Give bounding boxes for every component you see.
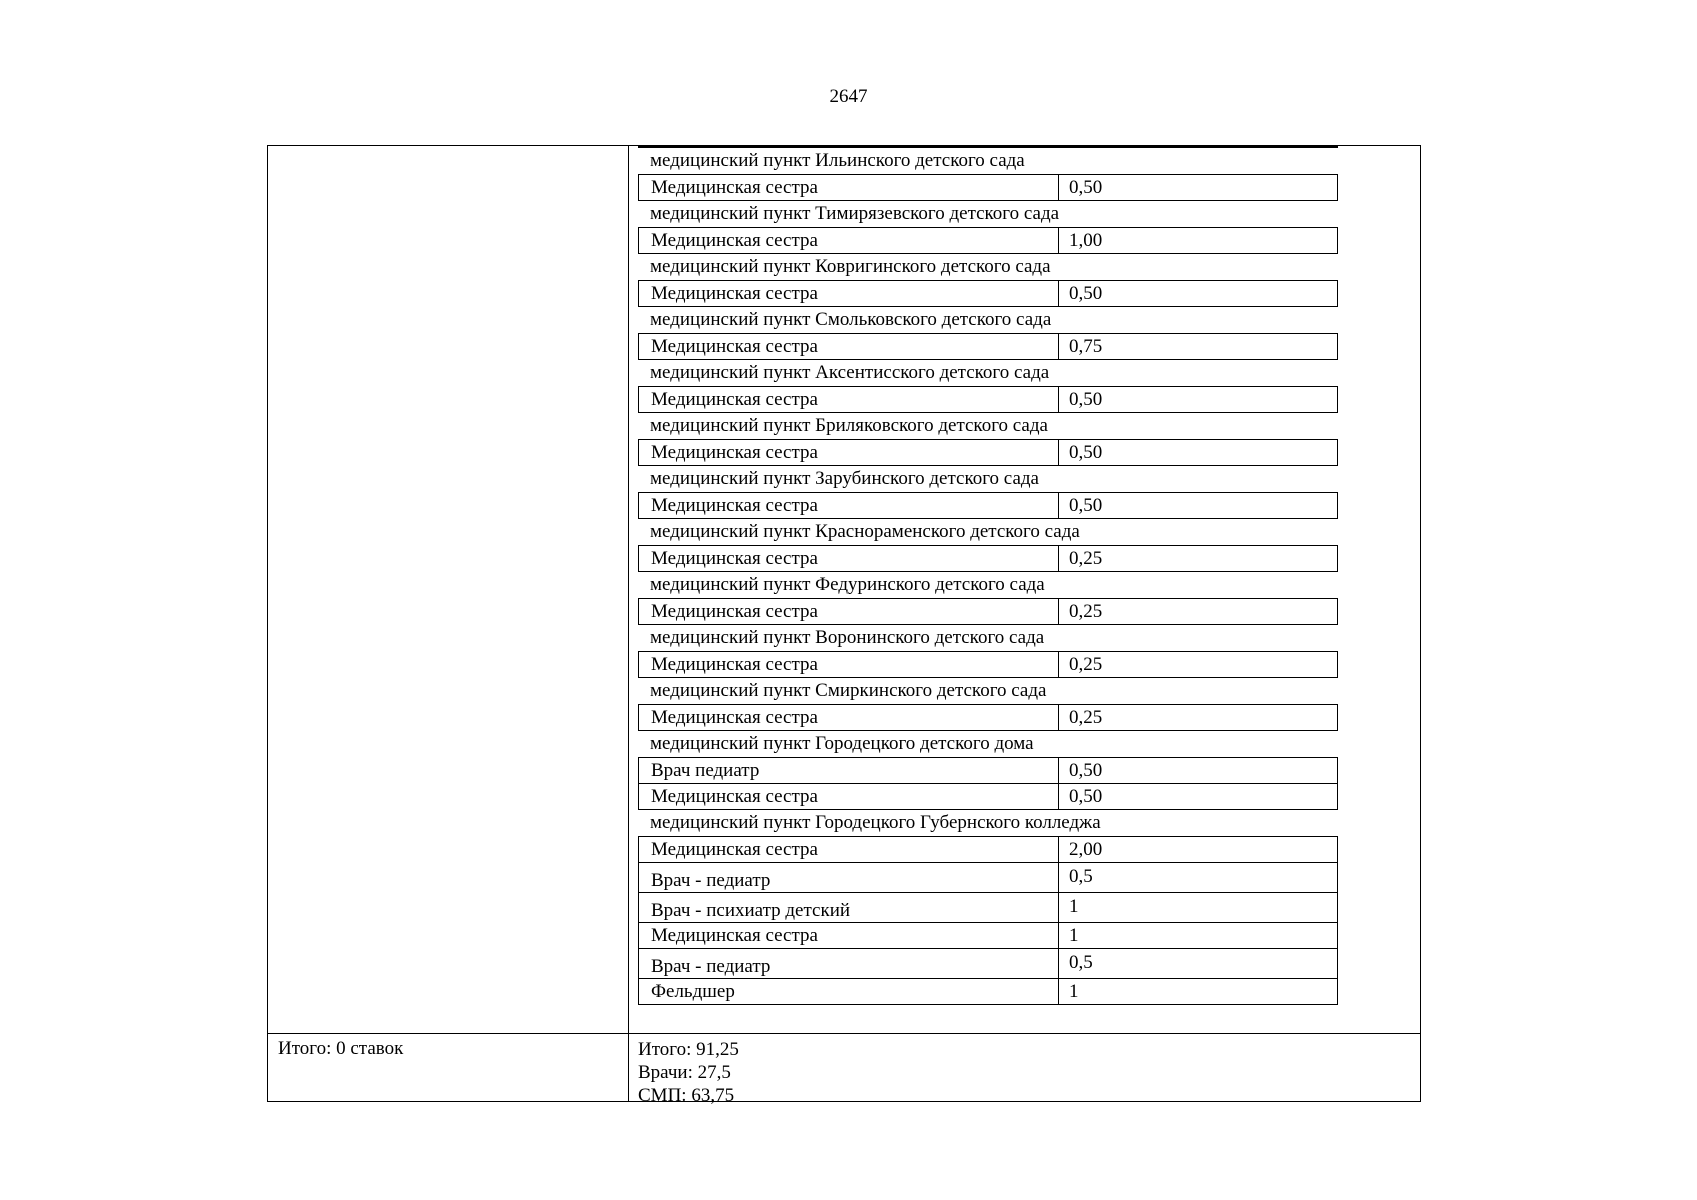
staff-position: Фельдшер [639,979,1059,1004]
unit-header: медицинский пункт Городецкого Губернского колледжа [650,812,1101,833]
unit-header: медицинский пункт Аксентисского детского сада [650,362,1050,383]
staff-position: Медицинская сестра [639,175,1059,200]
staff-rate: 1 [1069,925,1079,946]
staff-row [638,598,1338,625]
staff-rate: 0,50 [1069,389,1103,410]
staff-rate: 1 [1069,981,1079,1002]
medical-units-list [638,148,1338,1005]
footer-smp: СМП: 63,75 [638,1085,735,1106]
staff-position: Медицинская сестра [639,599,1059,624]
unit-header: медицинский пункт Зарубинского детского сада [650,468,1039,489]
staff-rate: 0,50 [1069,495,1103,516]
staff-row [638,280,1338,307]
staff-rate: 0,25 [1069,601,1103,622]
unit-header: медицинский пункт Городецкого детского дома [650,733,1034,754]
staff-position: Врач педиатр [639,758,1059,783]
staffing-table [267,145,1421,1106]
staff-row [638,333,1338,360]
staff-row [638,948,1338,979]
staff-position: Медицинская сестра [639,440,1059,465]
staff-row [638,545,1338,572]
staff-position: Врач - педиатр [639,863,1059,892]
staff-position: Медицинская сестра [639,228,1059,253]
staff-rate: 2,00 [1069,839,1103,860]
staff-row [638,757,1338,784]
unit-header: медицинский пункт Ильинского детского сада [650,150,1025,171]
staff-rate: 0,50 [1069,177,1103,198]
staff-position: Медицинская сестра [639,784,1059,809]
staff-row [638,783,1338,810]
staff-row [638,704,1338,731]
footer-left-total: Итого: 0 ставок [278,1038,404,1059]
staff-row [638,922,1338,949]
staff-position: Медицинская сестра [639,705,1059,730]
staff-row [638,978,1338,1005]
unit-header: медицинский пункт Смольковского детского сада [650,309,1052,330]
staff-row [638,174,1338,201]
staff-position: Медицинская сестра [639,837,1059,862]
staff-position: Врач - психиатр детский [639,893,1059,922]
staff-rate: 0,25 [1069,707,1103,728]
unit-header: медицинский пункт Бриляковского детского сада [650,415,1048,436]
staff-row [638,836,1338,863]
staff-rate: 0,50 [1069,760,1103,781]
staff-rate: 0,25 [1069,548,1103,569]
unit-header: медицинский пункт Смиркинского детского сада [650,680,1047,701]
staff-row [638,492,1338,519]
staff-position: Медицинская сестра [639,652,1059,677]
staff-rate: 1 [1069,896,1079,917]
staff-position: Медицинская сестра [639,334,1059,359]
staff-rate: 0,50 [1069,283,1103,304]
staff-rate: 0,5 [1069,952,1093,973]
staff-row [638,386,1338,413]
column-divider [628,146,629,1101]
staff-rate: 0,75 [1069,336,1103,357]
staff-rate: 0,50 [1069,786,1103,807]
unit-header: медицинский пункт Федуринского детского сада [650,574,1045,595]
footer-doctors: Врачи: 27,5 [638,1062,731,1083]
staff-rate: 0,5 [1069,866,1093,887]
staff-rate: 0,50 [1069,442,1103,463]
unit-header: медицинский пункт Воронинского детского сада [650,627,1045,648]
footer-total: Итого: 91,25 [638,1039,739,1060]
staff-position: Медицинская сестра [639,923,1059,948]
staff-rate: 0,25 [1069,654,1103,675]
staff-row [638,862,1338,893]
unit-header: медицинский пункт Ковригинского детского сада [650,256,1051,277]
staff-position: Медицинская сестра [639,387,1059,412]
staff-position: Медицинская сестра [639,493,1059,518]
staff-position: Медицинская сестра [639,281,1059,306]
staff-position: Врач - педиатр [639,949,1059,978]
unit-header: медицинский пункт Краснораменского детского сада [650,521,1080,542]
staff-row [638,227,1338,254]
staff-position: Медицинская сестра [639,546,1059,571]
unit-header: медицинский пункт Тимирязевского детского сада [650,203,1060,224]
staff-rate: 1,00 [1069,230,1103,251]
page-number: 2647 [829,86,868,107]
footer-right-totals [638,1038,739,1107]
totals-divider [268,1033,1420,1034]
staff-row [638,892,1338,923]
staff-row [638,439,1338,466]
staff-row [638,651,1338,678]
